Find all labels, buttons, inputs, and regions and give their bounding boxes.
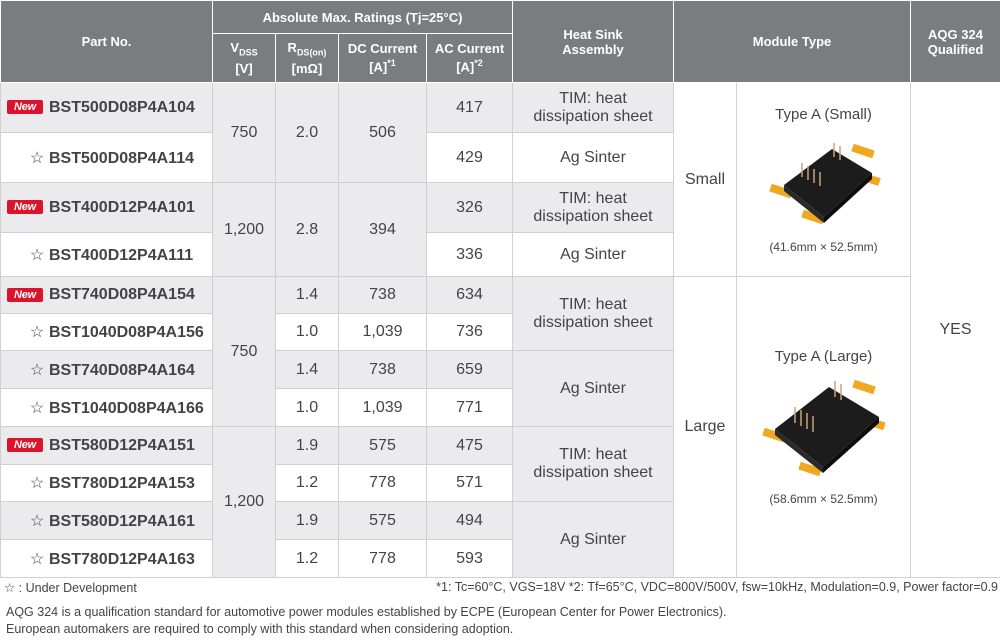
new-badge: New — [7, 288, 43, 302]
ac-cell: 429 — [427, 133, 513, 183]
header-abs-max: Absolute Max. Ratings (Tj=25°C) — [213, 1, 513, 34]
module-dimensions: (58.6mm × 52.5mm) — [769, 492, 878, 506]
ac-cell: 494 — [427, 502, 513, 540]
module-image-large-cell — [737, 277, 911, 578]
part-cell: New BST500D08P4A104 — [1, 83, 213, 133]
rds-cell: 2.8 — [276, 183, 339, 277]
star-icon: ☆ — [29, 550, 45, 568]
part-cell: ☆ BST400D12P4A111 — [1, 233, 213, 277]
new-badge: New — [7, 100, 43, 114]
header-heatsink: Heat Sink Assembly — [513, 1, 674, 83]
table-row — [1, 277, 1000, 314]
ac-cell: 771 — [427, 389, 513, 427]
part-cell: ☆ BST1040D08P4A166 — [1, 389, 213, 427]
module-type-label: Type A (Small) — [775, 105, 872, 123]
module-dimensions: (41.6mm × 52.5mm) — [769, 239, 878, 254]
star-icon: ☆ — [29, 246, 45, 264]
star-icon: ☆ — [29, 475, 45, 492]
legend-note: ☆ : Under Development — [4, 581, 137, 595]
vdss-cell: 1,200 — [213, 427, 276, 578]
vdss-cell: 750 — [213, 277, 276, 427]
rds-cell: 1.0 — [276, 389, 339, 427]
rds-cell: 2.0 — [276, 83, 339, 183]
part-cell: ☆ BST500D08P4A114 — [1, 133, 213, 183]
heatsink-cell: TIM: heat dissipation sheet — [513, 427, 674, 502]
rds-cell: 1.0 — [276, 314, 339, 351]
dc-cell: 394 — [339, 183, 427, 277]
star-icon: ☆ — [29, 149, 45, 167]
heatsink-cell: TIM: heat dissipation sheet — [513, 183, 674, 233]
dc-cell: 506 — [339, 83, 427, 183]
header-ac-current: AC Current $[A]^{*2}$ — [427, 34, 513, 83]
star-icon: ☆ — [29, 324, 45, 341]
ac-cell: 417 — [427, 83, 513, 133]
part-cell: ☆ BST1040D08P4A156 — [1, 314, 213, 351]
heatsink-cell: Ag Sinter — [513, 233, 674, 277]
heatsink-cell: TIM: heat dissipation sheet — [513, 277, 674, 351]
dc-cell: 575 — [339, 427, 427, 465]
dc-cell: 778 — [339, 465, 427, 502]
ac-cell: 659 — [427, 351, 513, 389]
header-vdss: $V_{DSS}$ [V] — [213, 34, 276, 83]
part-cell: New BST400D12P4A101 — [1, 183, 213, 233]
dc-cell: 738 — [339, 277, 427, 314]
new-badge: New — [7, 200, 43, 214]
ac-cell: 326 — [427, 183, 513, 233]
part-cell: ☆ BST780D12P4A163 — [1, 540, 213, 578]
header-module-type: Module Type — [674, 1, 911, 83]
ac-cell: 634 — [427, 277, 513, 314]
star-icon: ☆ — [29, 399, 45, 417]
star-icon: ☆ — [29, 512, 45, 530]
dc-cell: 1,039 — [339, 389, 427, 427]
dc-cell: 1,039 — [339, 314, 427, 351]
aqg-description-line-2: European automakers are required to comply with this standard when considering adoption. — [6, 622, 514, 636]
part-cell: ☆ BST740D08P4A164 — [1, 351, 213, 389]
aqg-description-line-1: AQG 324 is a qualification standard for automotive power modules established by ECPE (European Center for Power Electronics). — [6, 605, 727, 619]
header-rds: $R_{DS(on)}$ [mΩ] — [276, 34, 339, 83]
heatsink-cell: Ag Sinter — [513, 351, 674, 427]
vdss-cell: 750 — [213, 83, 276, 183]
module-size-large: Large — [674, 277, 737, 578]
ac-cell: 571 — [427, 465, 513, 502]
module-image-small-cell — [737, 83, 911, 277]
part-cell: ☆ BST780D12P4A153 — [1, 465, 213, 502]
module-size-small: Small — [674, 83, 737, 277]
rds-cell: 1.4 — [276, 277, 339, 314]
part-cell: New BST740D08P4A154 — [1, 277, 213, 314]
dc-cell: 738 — [339, 351, 427, 389]
dc-cell: 778 — [339, 540, 427, 578]
new-badge: New — [7, 438, 43, 452]
heatsink-cell: TIM: heat dissipation sheet — [513, 83, 674, 133]
rds-cell: 1.2 — [276, 465, 339, 502]
part-cell: ☆ BST580D12P4A161 — [1, 502, 213, 540]
rds-cell: 1.9 — [276, 427, 339, 465]
ac-cell: 736 — [427, 314, 513, 351]
ac-cell: 593 — [427, 540, 513, 578]
ac-cell: 475 — [427, 427, 513, 465]
rds-cell: 1.9 — [276, 502, 339, 540]
heatsink-cell: Ag Sinter — [513, 502, 674, 578]
footnote: *1: Tc=60°C, VGS=18V *2: Tf=65°C, VDC=800V/500V, fsw=10kHz, Modulation=0.9, Power factor=0.9 — [436, 580, 998, 594]
star-icon: ☆ — [29, 361, 45, 379]
ac-cell: 336 — [427, 233, 513, 277]
power-module-large-icon — [759, 371, 889, 481]
header-dc-current: DC Current $[A]^{*1}$ — [339, 34, 427, 83]
power-module-small-icon — [764, 129, 884, 229]
header-part-no: Part No. — [1, 1, 213, 83]
rds-cell: 1.2 — [276, 540, 339, 578]
module-type-label: Type A (Large) — [774, 348, 873, 365]
rds-cell: 1.4 — [276, 351, 339, 389]
table-row — [1, 83, 1000, 133]
header-aqg: AQG 324 Qualified — [911, 1, 1000, 83]
heatsink-cell: Ag Sinter — [513, 133, 674, 183]
aqg-value: YES — [911, 83, 1000, 578]
dc-cell: 575 — [339, 502, 427, 540]
part-cell: New BST580D12P4A151 — [1, 427, 213, 465]
vdss-cell: 1,200 — [213, 183, 276, 277]
